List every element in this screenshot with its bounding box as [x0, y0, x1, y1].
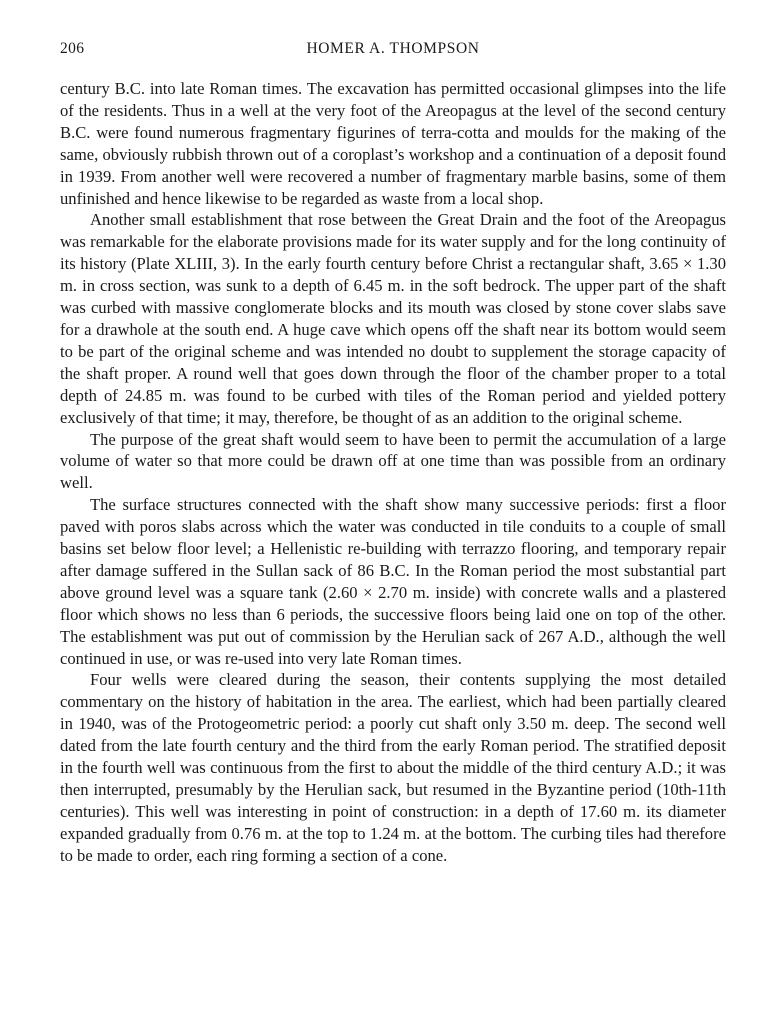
paragraph-2: Another small establishment that rose between the Great Drain and the foot of the Areopagus was remarkable for the elaborate provisions made for its water supply and for the long continuity of its history (Plate XLIII, 3). In the early fourth century before Christ a rectangular shaft, 3.65 × 1.30 m. in cross section, was sunk to a depth of 6.45 m. in the soft bedrock. The upper part of the shaft was curbed with massive conglomerate blocks and its mouth was closed by stone cover slabs save for a drawhole at the south end. A huge cave which opens off the shaft near its bottom would seem to be part of the original scheme and was intended no doubt to supplement the storage capacity of the shaft proper. A round well that goes down through the floor of the chamber proper to a total depth of 24.85 m. was found to be curbed with tiles of the Roman period and yielded pottery exclusively of that time; it may, therefore, be thought of as an addition to the original scheme.	[60, 210, 726, 427]
paragraph-5: Four wells were cleared during the season, their contents supplying the most detailed commentary on the history of habitation in the area. The earliest, which had been partially cleared in 1940, was of the Protogeometric period: a poorly cut shaft only 3.50 m. deep. The second well dated from the late fourth century and the third from the early Roman period. The stratified deposit in the fourth well was continuous from the first to about the middle of the third century A.D.; it was then interrupted, presumably by the Herulian sack, but resumed in the Byzantine period (10th-11th centuries). This well was interesting in point of construction: in a depth of 17.60 m. its diameter expanded gradually from 0.76 m. at the top to 1.24 m. at the bottom. The curbing tiles had therefore to be made to order, each ring forming a section of a cone.	[60, 670, 726, 865]
body-text	[60, 78, 726, 867]
page-header	[60, 40, 726, 66]
paragraph-1: century B.C. into late Roman times. The excavation has permitted occasional glimpses into the life of the residents. Thus in a well at the very foot of the Areopagus at the level of the second century B.C. were found numerous fragmentary figurines of terra-cotta and moulds for the making of the same, obviously rubbish thrown out of a coroplast’s workshop and a continuation of a deposit found in 1939. From another well were recovered a number of fragmentary marble basins, some of them unfinished and hence likewise to be regarded as waste from a local shop.	[60, 79, 726, 208]
running-title: HOMER A. THOMPSON	[306, 40, 480, 57]
paragraph-3: The purpose of the great shaft would seem to have been to permit the accumulation of a large volume of water so that more could be drawn off at one time than was possible from an ordinary well.	[60, 429, 726, 493]
document-page	[60, 40, 726, 867]
paragraph-4: The surface structures connected with the shaft show many successive periods: first a floor paved with poros slabs across which the water was conducted in tile conduits to a couple of small basins set below floor level; a Hellenistic re-building with terrazzo flooring, and temporary repair after damage suffered in the Sullan sack of 86 B.C. In the Roman period the most substantial part above ground level was a square tank (2.60 × 2.70 m. inside) with concrete walls and a plastered floor which shows no less than 6 periods, the successive floors being laid one on top of the other. The establishment was put out of commission by the Herulian sack of 267 A.D., although the well continued in use, or was re-used into very late Roman times.	[60, 495, 726, 668]
page-number: 206	[60, 40, 85, 57]
